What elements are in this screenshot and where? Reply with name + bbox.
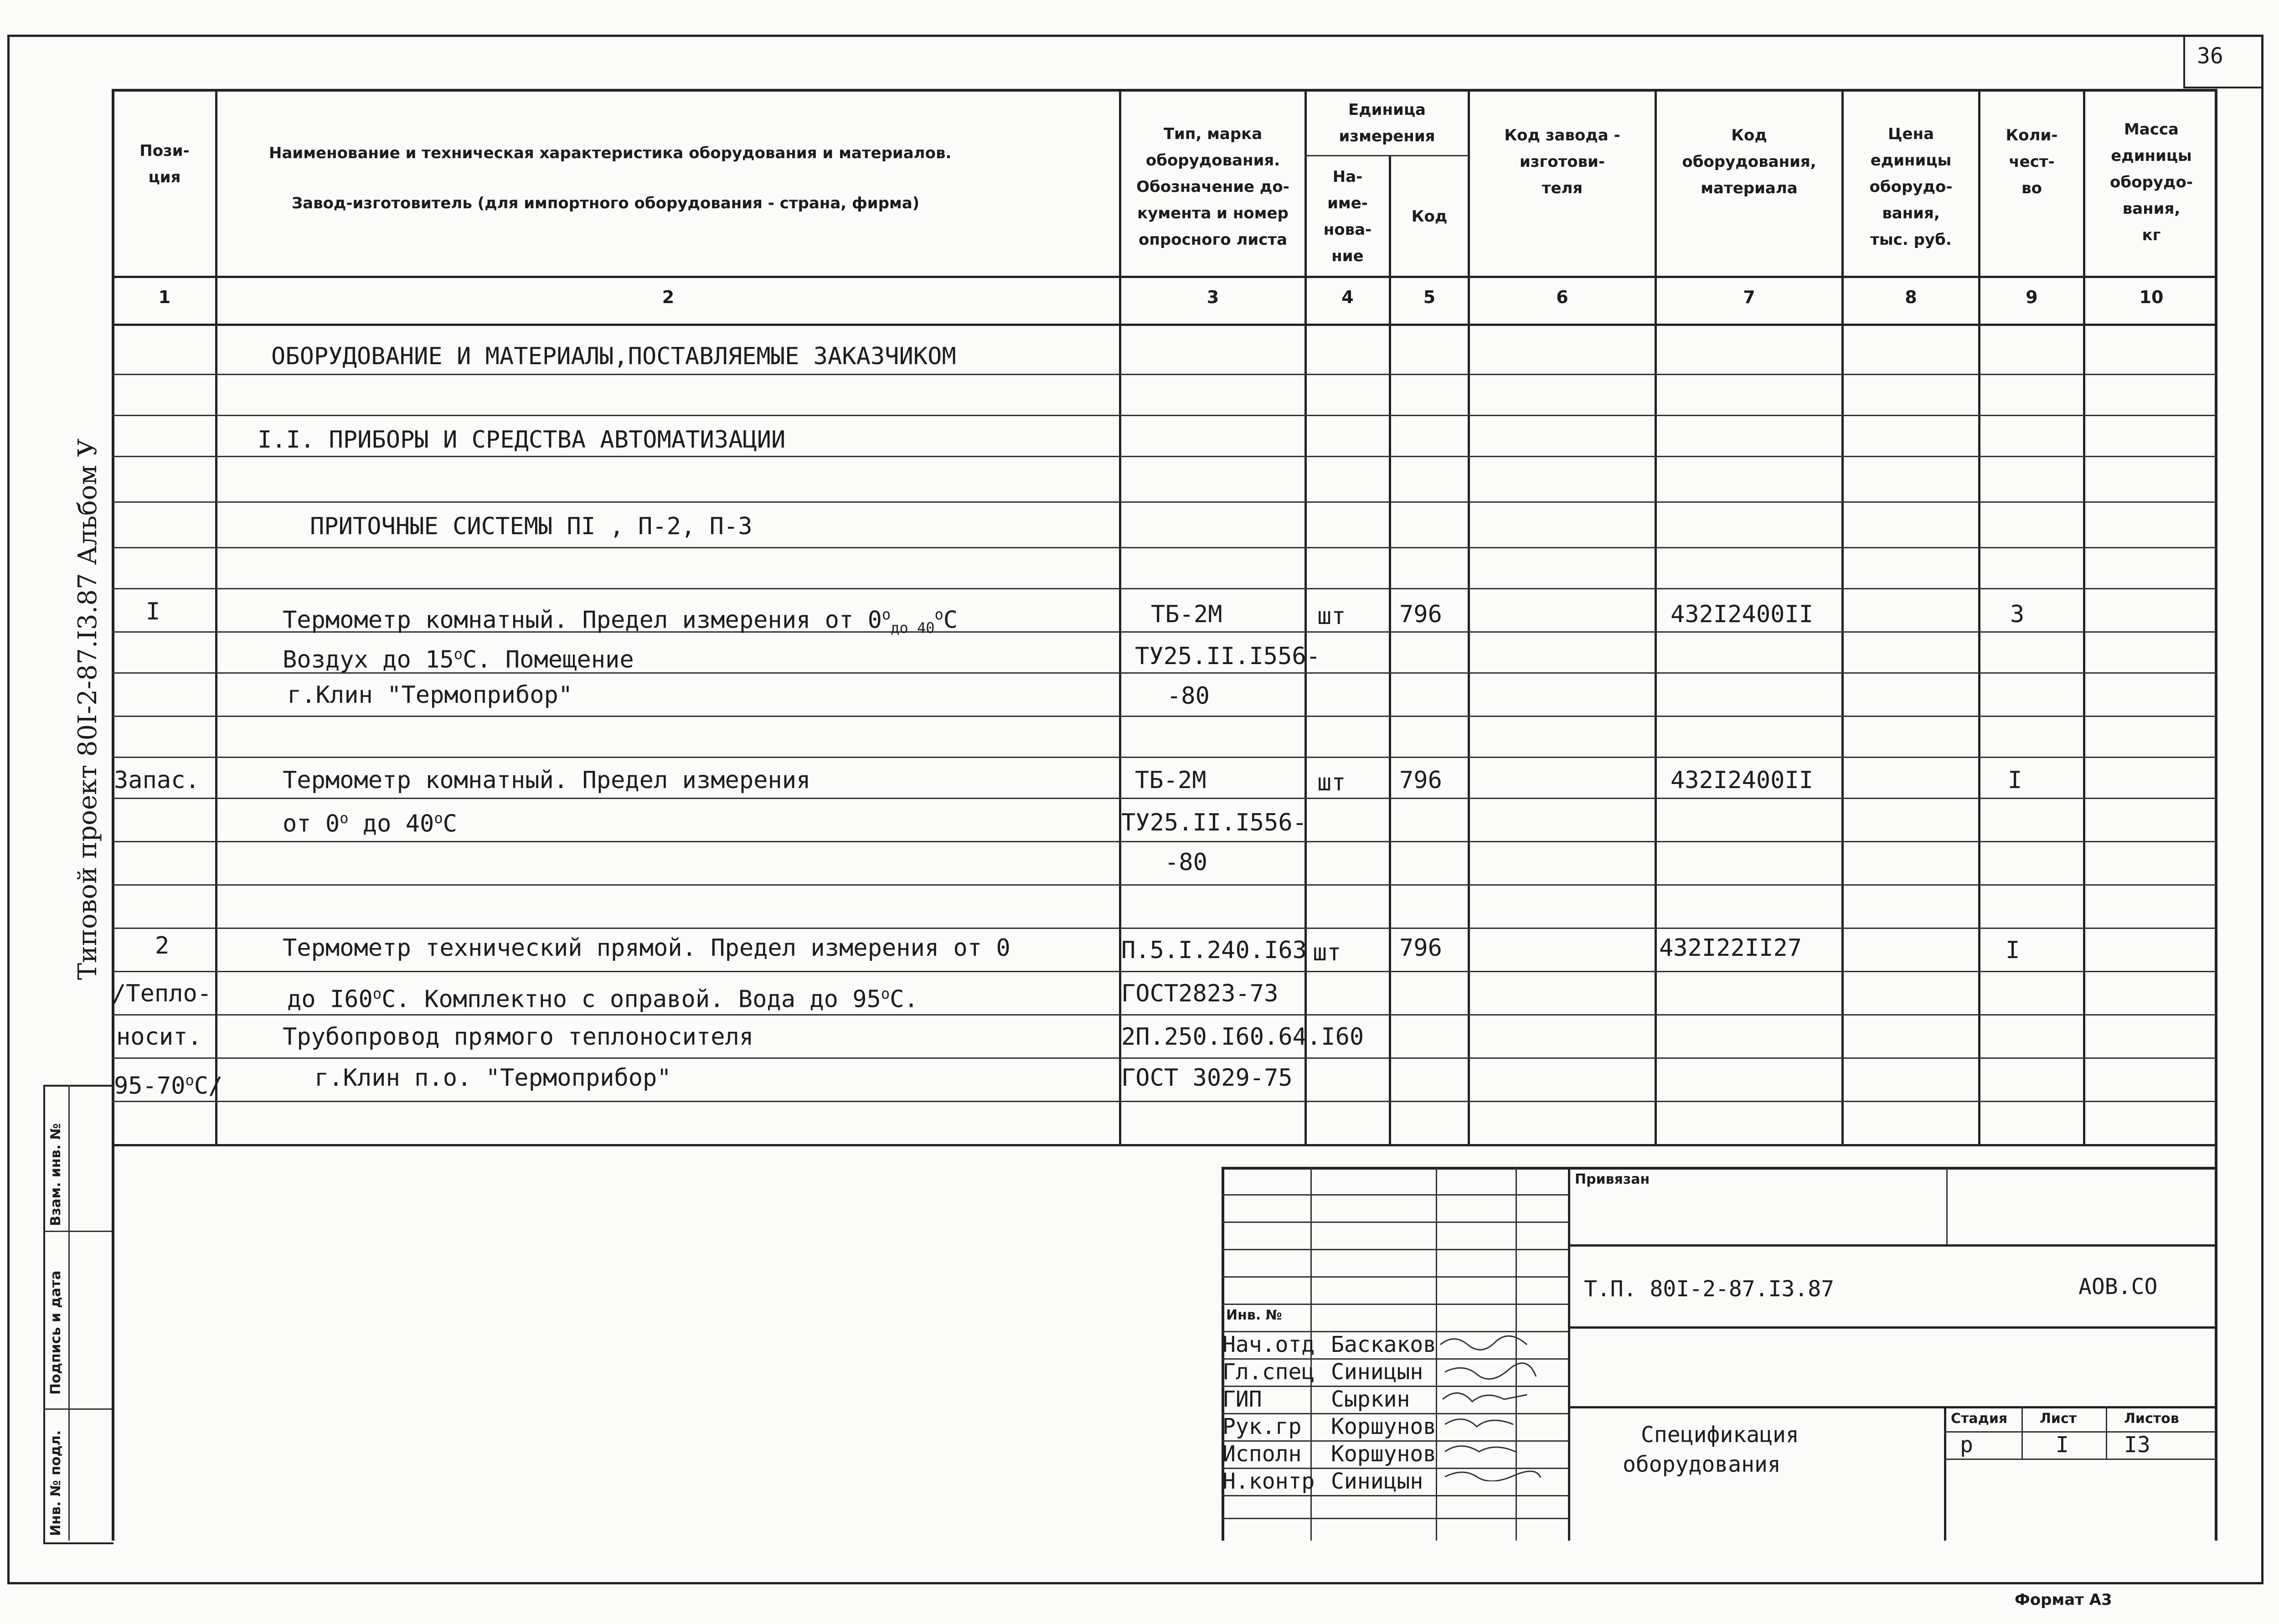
tb-row-rule xyxy=(1222,1249,1568,1250)
item-type: ТУ25.II.I556- xyxy=(1121,809,1307,836)
item-quantity: I xyxy=(2008,767,2022,794)
page-number: 36 xyxy=(2197,43,2223,69)
row-rule xyxy=(112,928,2217,929)
header-bottom-rule xyxy=(112,276,2217,278)
tb-sheet: I xyxy=(2056,1432,2069,1458)
item-material-code: 432I2400II xyxy=(1671,767,1814,794)
item-position: /Тепло- xyxy=(112,980,212,1007)
row-rule xyxy=(112,501,2217,503)
row-rule xyxy=(112,588,2217,589)
tb-sheets-label: Листов xyxy=(2124,1411,2179,1427)
item-name-line: г.Клин "Термоприбор" xyxy=(287,681,573,709)
item-name-line: Термометр технический прямой. Предел измерения от 0 xyxy=(283,934,1011,962)
header-unit: Единица измерения xyxy=(1339,101,1435,145)
col-rule-8 xyxy=(1978,89,1980,1144)
col-rule-5 xyxy=(1468,89,1470,1144)
item-type: -80 xyxy=(1167,682,1210,710)
item-type: ТУ25.II.I556- xyxy=(1135,643,1320,670)
tb-row-rule xyxy=(1568,1244,2217,1247)
header-name-line2: Завод-изготовитель (для импортного оборудования - страна, фирма) xyxy=(292,194,920,212)
tb-name: Сыркин xyxy=(1331,1387,1410,1412)
row-rule xyxy=(112,1014,2217,1016)
item-name-line: Воздух до $15^оС$. Помещение xyxy=(283,645,634,674)
item-name-line: Трубопровод прямого теплоносителя xyxy=(283,1023,754,1051)
row-rule xyxy=(112,374,2217,375)
item-name-line: до $I60^оС$. Комплектно с оправой. Вода до $95^оС$. xyxy=(287,985,918,1013)
item-quantity: I xyxy=(2006,937,2020,964)
tb-row-rule xyxy=(1222,1194,1568,1196)
section-heading: ПРИТОЧНЫЕ СИСТЕМЫ ПI , П-2, П-3 xyxy=(310,513,753,540)
row-rule xyxy=(112,884,2217,886)
item-type: ГОСТ2823-73 xyxy=(1121,980,1279,1007)
tb-doc-title: Спецификация xyxy=(1641,1422,1799,1448)
col-number-8: 8 xyxy=(1905,287,1917,307)
header-mass: Масса единицы оборудо- вания, кг xyxy=(2110,120,2193,244)
tb-row-rule xyxy=(1568,1326,2217,1329)
header-quantity: Коли- чест- во xyxy=(2006,126,2058,197)
header-unit-code: Код xyxy=(1411,207,1448,226)
tb-sheet-label: Лист xyxy=(2040,1411,2077,1427)
item-type: ГОСТ 3029-75 xyxy=(1121,1064,1293,1092)
tb-row-rule xyxy=(1222,1276,1568,1278)
row-rule xyxy=(112,1057,2217,1059)
table-bottom-rule xyxy=(112,1144,2217,1146)
side-stamp-divider xyxy=(43,1408,112,1410)
row-rule xyxy=(112,547,2217,548)
col-number-2: 2 xyxy=(662,287,675,307)
side-stamp-signature: Подпись и дата xyxy=(48,1270,64,1395)
tb-name: Коршунов xyxy=(1331,1414,1437,1439)
item-unit: шт xyxy=(1317,603,1346,630)
item-unit-code: 796 xyxy=(1399,767,1442,794)
section-heading: I.I. ПРИБОРЫ И СРЕДСТВА АВТОМАТИЗАЦИИ xyxy=(258,426,786,454)
tb-role: Рук.гр xyxy=(1222,1414,1302,1439)
item-name-line: от $0^о$ до $40^оС$ xyxy=(283,809,457,838)
tb-inv-label: Инв. № xyxy=(1226,1307,1282,1323)
tb-row-rule xyxy=(1944,1431,2217,1433)
item-type: П.5.I.240.I63 xyxy=(1121,937,1307,964)
tb-privyazan-label: Привязан xyxy=(1575,1171,1650,1187)
header-unit-name: На- име- нова- ние xyxy=(1323,168,1372,265)
col-number-3: 3 xyxy=(1207,287,1219,307)
col-rule-1 xyxy=(215,89,217,1144)
col-number-4: 4 xyxy=(1341,287,1354,307)
side-stamp-inv: Инв. № подл. xyxy=(48,1430,64,1536)
tb-name: Баскаков xyxy=(1331,1332,1437,1357)
tb-role: Исполн xyxy=(1222,1441,1302,1467)
tb-role: ГИП xyxy=(1222,1387,1262,1412)
tb-sheets: I3 xyxy=(2124,1432,2150,1458)
row-rule xyxy=(112,1101,2217,1102)
row-rule xyxy=(112,757,2217,758)
item-name-line: Термометр комнатный. Предел измерения xyxy=(283,767,811,794)
item-type: 2П.250.I60.64.I60 xyxy=(1121,1023,1364,1051)
item-position: I xyxy=(146,598,160,625)
item-position: 2 xyxy=(155,932,170,959)
item-unit: шт xyxy=(1317,769,1346,796)
side-stamp-replace: Взам. инв. № xyxy=(48,1123,64,1226)
item-name-line: г.Клин п.о. "Термоприбор" xyxy=(315,1064,671,1092)
tb-row-rule xyxy=(1222,1304,1568,1305)
col-number-9: 9 xyxy=(2026,287,2038,307)
tb-name: Синицын xyxy=(1331,1469,1423,1494)
tb-name: Синицын xyxy=(1331,1359,1423,1385)
col-number-5: 5 xyxy=(1423,287,1436,307)
col-number-1: 1 xyxy=(158,287,171,307)
row-rule xyxy=(112,971,2217,972)
tb-role: Гл.спец xyxy=(1222,1359,1315,1385)
col-rule-6 xyxy=(1655,89,1657,1144)
item-type: ТБ-2М xyxy=(1151,601,1222,628)
col-number-10: 10 xyxy=(2139,287,2164,307)
tb-col-rule xyxy=(1568,1167,1570,1541)
tb-row-rule xyxy=(1568,1406,2217,1408)
item-type: ТБ-2М xyxy=(1135,767,1207,794)
header-type: Тип, марка оборудования. Обозначение до- кумента и номер опросного листа xyxy=(1136,125,1289,249)
tb-row-rule xyxy=(1944,1459,2217,1460)
item-position: $95-70^оС/$ xyxy=(114,1072,223,1100)
unit-header-rule xyxy=(1304,155,1469,156)
row-rule xyxy=(112,841,2217,842)
item-name-line: Термометр комнатный. Предел измерения от $0^о_{до 40}^оС$ xyxy=(283,606,958,637)
tb-role: Н.контр xyxy=(1222,1469,1315,1494)
tb-row-rule xyxy=(1222,1495,1568,1496)
section-heading: ОБОРУДОВАНИЕ И МАТЕРИАЛЫ,ПОСТАВЛЯЕМЫЕ ЗАКАЗЧИКОМ xyxy=(271,343,956,370)
tb-stage: р xyxy=(1960,1432,1973,1458)
tb-stage-label: Стадия xyxy=(1951,1411,2008,1427)
side-caption: Типовой проект 80I-2-87.I3.87 Альбом У xyxy=(73,438,103,980)
col-number-7: 7 xyxy=(1743,287,1755,307)
tb-role: Нач.отд xyxy=(1222,1332,1315,1357)
item-position: носит. xyxy=(116,1023,202,1051)
header-name-line1: Наименование и техническая характеристика оборудования и материалов. xyxy=(269,144,952,162)
row-rule xyxy=(112,716,2217,717)
tb-col-rule xyxy=(1944,1406,1946,1541)
tb-row-rule xyxy=(1222,1222,1568,1223)
item-material-code: 432I2400II xyxy=(1671,601,1814,628)
tb-row-rule xyxy=(1222,1518,1568,1519)
row-rule xyxy=(112,798,2217,799)
item-unit-code: 796 xyxy=(1399,601,1442,628)
signatures-graphic xyxy=(1436,1331,1568,1481)
tb-doc-title: оборудования xyxy=(1623,1452,1781,1477)
item-unit-code: 796 xyxy=(1399,934,1442,962)
header-factory-code: Код завода - изготови- теля xyxy=(1504,126,1620,197)
col-number-6: 6 xyxy=(1556,287,1568,307)
item-position: Запас. xyxy=(114,767,200,794)
header-price: Цена единицы оборудо- вания, тыс. руб. xyxy=(1869,125,1953,249)
tb-col-rule xyxy=(1946,1167,1948,1244)
row-rule xyxy=(112,415,2217,416)
item-quantity: 3 xyxy=(2010,601,2025,628)
format-label: Формат А3 xyxy=(2015,1591,2112,1609)
item-unit: шт xyxy=(1313,939,1341,966)
colnum-bottom-rule xyxy=(112,324,2217,326)
item-type: -80 xyxy=(1165,849,1207,876)
tb-sheet-code: АОВ.СО xyxy=(2078,1274,2158,1299)
row-rule xyxy=(112,456,2217,457)
side-stamp-divider xyxy=(68,1085,70,1541)
header-material-code: Код оборудования, материала xyxy=(1682,126,1816,197)
tb-doc-code: Т.П. 80I-2-87.I3.87 xyxy=(1584,1276,1835,1302)
tb-name: Коршунов xyxy=(1331,1441,1437,1467)
item-material-code: 432I22II27 xyxy=(1659,934,1802,962)
header-position: Пози- ция xyxy=(139,142,190,186)
side-stamp-divider xyxy=(43,1231,112,1232)
